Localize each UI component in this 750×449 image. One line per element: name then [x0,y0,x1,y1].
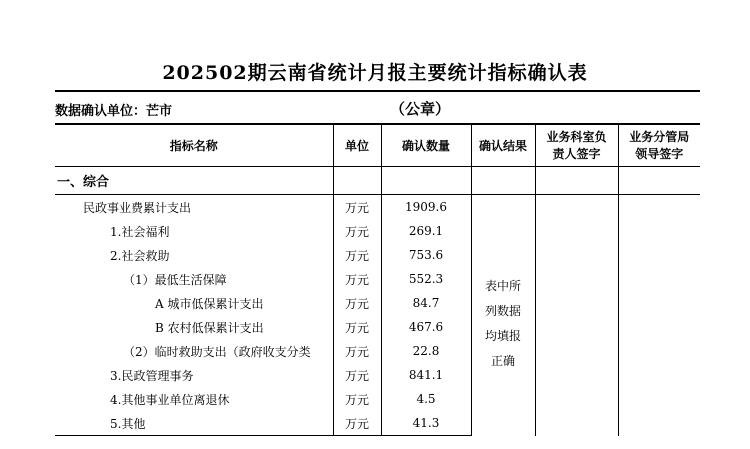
result-line: 均填报 [484,329,521,344]
row-unit: 万元 [333,387,381,411]
page-title: 202502期云南省统计月报主要统计指标确认表 [162,62,588,84]
empty-cell [471,167,535,195]
row-unit: 万元 [333,243,381,267]
row-value: 4.5 [381,387,471,411]
row-name: 1.社会福利 [110,224,170,239]
row-name: B 农村低保累计支出 [155,320,264,335]
header-indicator-name: 指标名称 [55,124,333,167]
row-value: 552.3 [381,267,471,291]
empty-cell [618,167,700,195]
empty-cell [535,167,618,195]
row-value: 22.8 [381,339,471,363]
row-value: 753.6 [381,243,471,267]
empty-cell [381,167,471,195]
row-unit: 万元 [333,291,381,315]
dept-signature-cell [535,195,618,436]
row-unit: 万元 [333,195,381,220]
row-value: 1909.6 [381,195,471,220]
leader-signature-cell [618,195,700,436]
row-name: 4.其他事业单位离退休 [110,392,230,407]
row-name: 民政事业费累计支出 [83,200,192,215]
row-value: 467.6 [381,315,471,339]
empty-cell [333,167,381,195]
seal-label: （公章） [390,100,451,118]
row-name: 2.社会救助 [110,248,170,263]
row-name: （2）临时救助支出（政府收支分类 [123,344,311,359]
row-name: （1）最低生活保障 [123,272,227,287]
row-unit: 万元 [333,363,381,387]
section-row [55,167,700,195]
header-lead-line2: 领导签字 [635,146,684,161]
row-unit: 万元 [333,267,381,291]
row-unit: 万元 [333,219,381,243]
row-value: 841.1 [381,363,471,387]
row-name: A 城市低保累计支出 [155,296,264,311]
result-line: 表中所 [484,279,521,294]
row-value: 84.7 [381,291,471,315]
row-value: 269.1 [381,219,471,243]
result-line: 列数据 [484,304,521,319]
row-unit: 万元 [333,339,381,363]
row-value: 41.3 [381,411,471,436]
header-confirmation-result: 确认结果 [471,124,535,167]
header-dept-line2: 责人签字 [552,146,601,161]
header-lead-line1: 业务分管局 [629,129,690,144]
confirmation-result-cell [471,195,535,436]
section-title: 一、综合 [55,167,333,195]
indicator-table [55,123,700,436]
row-unit: 万元 [333,411,381,436]
result-line: 正确 [490,354,515,369]
row-unit: 万元 [333,315,381,339]
row-name: 5.其他 [55,411,333,436]
header-dept-signature [535,124,618,167]
header-leader-signature [618,124,700,167]
header-confirmed-quantity: 确认数量 [381,124,471,167]
table-row [55,195,700,220]
table-header-row [55,124,700,167]
header-dept-line1: 业务科室负 [546,129,607,144]
row-name: 3.民政管理事务 [110,368,194,383]
header-unit: 单位 [333,124,381,167]
title-divider [55,90,700,92]
confirming-unit-label: 数据确认单位：芒市 [55,104,173,119]
